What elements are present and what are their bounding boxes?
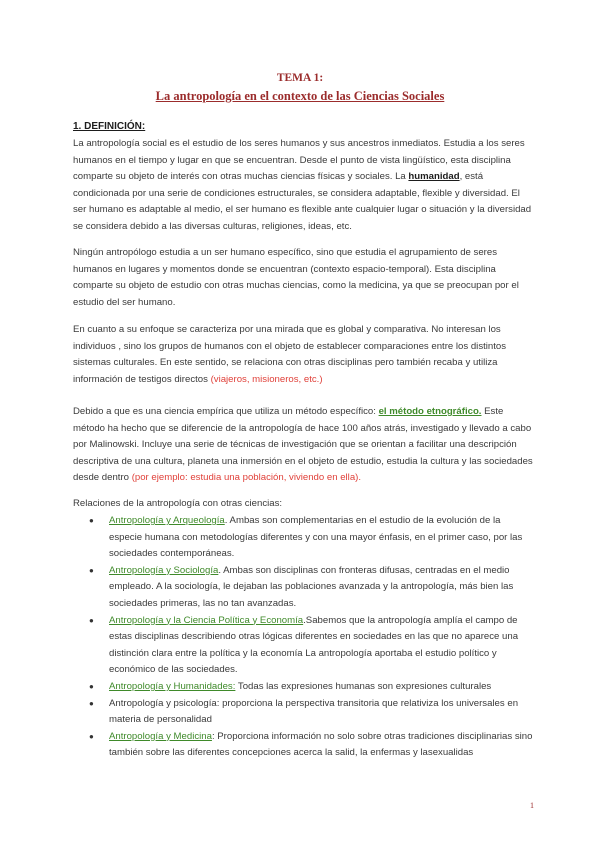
keyword-metodo-etnografico: el método etnográfico. (378, 406, 482, 417)
relation-text: : Proporciona información no solo sobre otras tradiciones disciplinarias sino también sobre las diferentes concepciones acerca la salid, la enfermas y lasexualidas (109, 730, 533, 759)
p1-text-b: , está condicionada por una serie de condiciones estructurales, se considera adaptable, flexible y diversidad. El ser humano es adaptable al medio, el ser humano es flexible ante cualquier lugar o situación y la diversidad se considera debido a las diversas culturas, religiones, ideas, etc. (73, 171, 532, 232)
page-number: 1 (530, 801, 534, 810)
p3-text-a: En cuanto a su enfoque se caracteriza por una mirada que es global y comparativa. No interesan los individuos , sino los grupos de humanos con el objeto de establecer comparaciones entre los distintos sistemas culturales. En este sentido, se relaciona con otras disciplinas pero también recaba y utiliza información de testigos directos (73, 324, 507, 385)
p2-text: Ningún antropólogo estudia a un ser humano específico, sino que estudia el agrupamiento de seres humanos en lugares y momentos donde se encuentran (contexto espacio-temporal). Esta disciplina comparte su objeto de estudio con otras muchas ciencias, como la medicina, ya que se preocupan por el estudio del ser humano. (73, 247, 519, 308)
p3-red-note: (viajeros, misioneros, etc.) (210, 373, 323, 385)
bullet-icon: ● (89, 681, 94, 691)
bullet-icon: ● (89, 516, 94, 525)
relation-link[interactable]: Antropología y Sociología (109, 564, 219, 576)
relation-link[interactable]: Antropología y Arqueología (109, 515, 225, 526)
relation-text: .Sabemos que la antropología amplía el campo de estas disciplinas describiendo otras lógicas diferentes en sociedades en las que no aparece una distinción clara entre la política y la economía La antropología aportaba el estudio político y económico de las sociedades. (109, 614, 519, 676)
p4-red-note: (por ejemplo: estudia una población, viviendo en ella). (131, 472, 362, 484)
list-item (73, 513, 533, 563)
list-item (73, 613, 533, 679)
relaciones-list (73, 513, 533, 762)
relation-text: Antropología y psicología: proporciona la perspectiva transitoria que relativiza los universales en materia de personalidad (109, 697, 519, 726)
p4-text-b: Este método ha hecho que se diferencie de la antropología de hace 100 años atrás, investigado y llevado a cabo por Malinowski. Incluye una serie de técnicas de investigación que se orientan a facilitar una descripción descriptiva de una cultura, planeta una inmersión en el objeto de estudio, estudia la cultura y las sociedades desde dentro (73, 406, 533, 484)
relation-link[interactable]: Antropología y la Ciencia Política y Economía (109, 614, 304, 626)
list-item (73, 729, 533, 762)
paragraph-definition (73, 136, 533, 236)
relation-text: . Ambas son complementarias en el estudio de la evolución de la especie humana con metodologías diferentes y con una mayor énfasis, en el primer caso, por las sociedades contemporáneas. (109, 515, 523, 560)
title-block (0, 70, 600, 105)
p1-text-a: La antropología social es el estudio de los seres humanos y sus ancestros inmediatos. Estudia a los seres humanos en el tiempo y lugar en que se encuentran. Desde el punto de vista lingüístico, esta disciplina comparte su objeto de interés con otras muchas ciencias físicas y sociales. La (73, 138, 525, 183)
bullet-icon: ● (89, 731, 94, 741)
bullet-icon: ● (89, 615, 94, 625)
bullet-icon: ● (89, 698, 94, 708)
keyword-humanidad: humanidad (408, 171, 460, 183)
relation-text: Todas las expresiones humanas son expresiones culturales (235, 680, 492, 692)
bullet-icon: ● (89, 565, 94, 575)
topic-title: La antropología en el contexto de las Ciencias Sociales (155, 89, 445, 103)
relation-link[interactable]: Antropología y Medicina (109, 730, 212, 742)
list-item (73, 696, 533, 729)
list-item (73, 563, 533, 613)
paragraph-metodo (73, 404, 533, 487)
p4-text-a: Debido a que es una ciencia empírica que utiliza un método específico: (73, 406, 379, 417)
relation-text: . Ambas son disciplinas con fronteras difusas, centradas en el medio empleado. A la sociología, le dejaban las poblaciones avanzada y la antropología, más bien las sociedades primeras, las no tan avanzadas. (109, 564, 514, 609)
topic-number: TEMA 1: (276, 72, 324, 84)
relation-link[interactable]: Antropología y Humanidades: (109, 680, 236, 692)
list-item (73, 679, 533, 696)
paragraph-grupos (73, 245, 533, 311)
paragraph-enfoque (73, 322, 533, 388)
section-heading: 1. DEFINICIÓN: (73, 121, 146, 132)
relaciones-intro: Relaciones de la antropología con otras ciencias: (73, 498, 283, 509)
